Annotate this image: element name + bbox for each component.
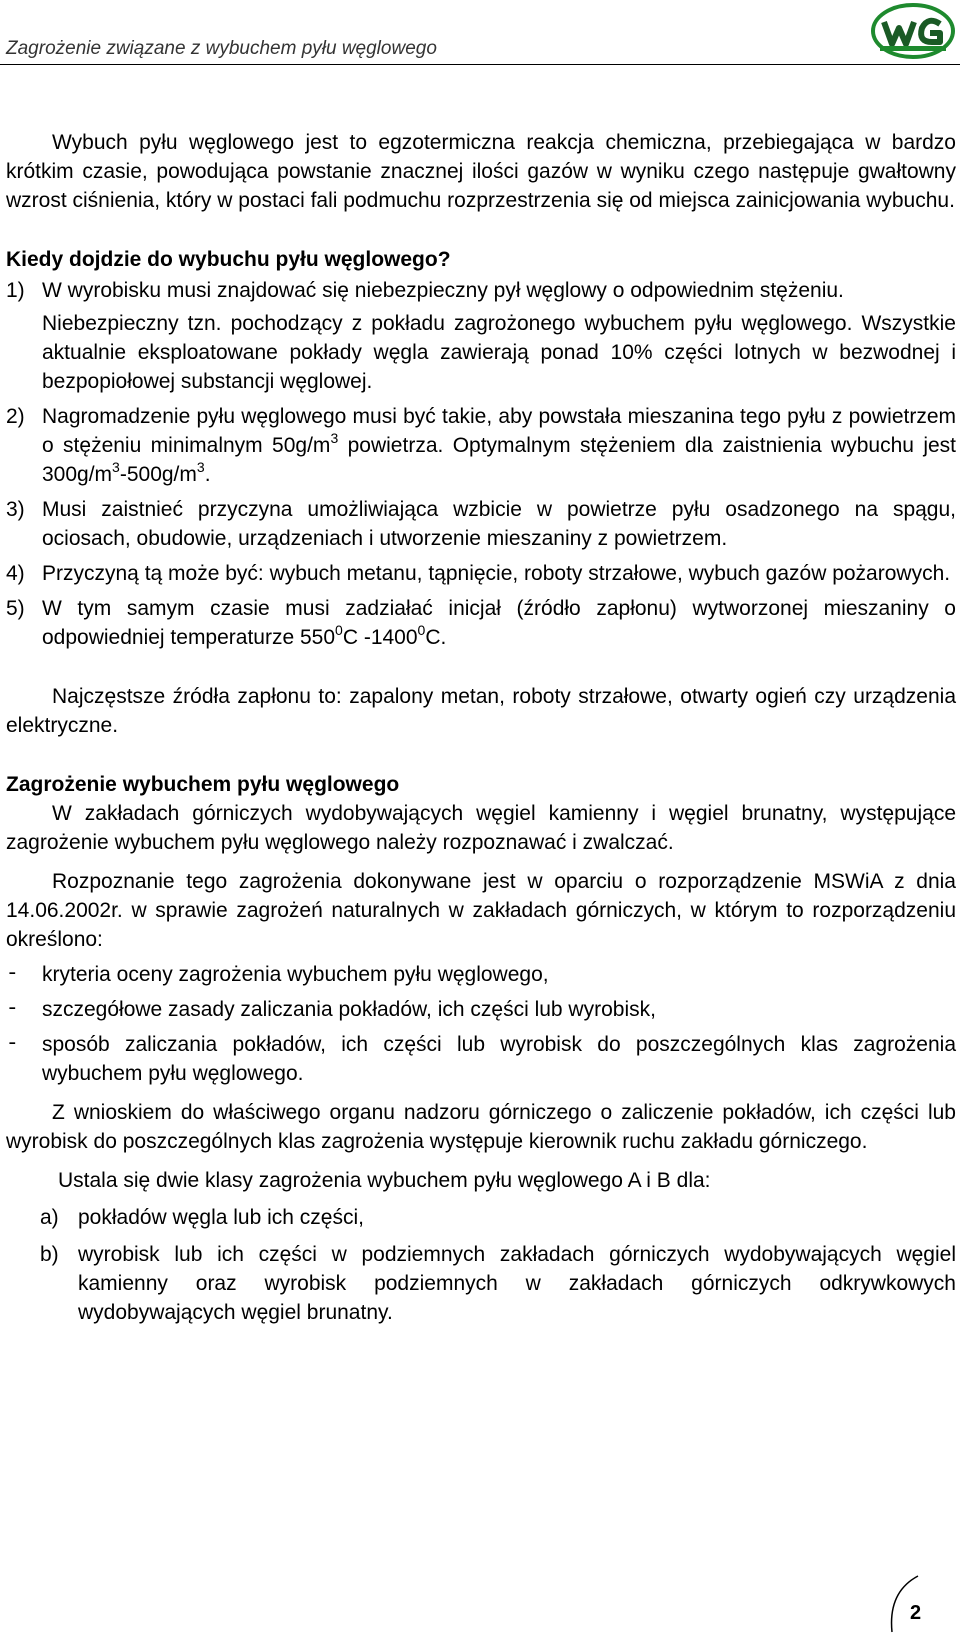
document-body xyxy=(6,128,956,1327)
list-item-text: W tym samym czasie musi zadziałać inicjał (źródło zapłonu) wytworzonej mieszaniny o odpowiedniej temperaturze $550^0C$ -1400$^0$C. xyxy=(42,597,956,649)
company-logo xyxy=(870,2,956,60)
list-item-text: Musi zaistnieć przyczyna umożliwiająca wzbicie w powietrze pyłu osadzonego na spągu, ociosach, obudowie, urządzeniach i utworzenie mieszaniny z powietrzem. xyxy=(42,498,956,550)
ignition-sources-paragraph: Najczęstsze źródła zapłonu to: zapalony metan, roboty strzałowe, otwarty ogień czy urządzenia elektryczne. xyxy=(6,685,956,737)
dash-item-text: szczegółowe zasady zaliczania pokładów, ich części lub wyrobisk, xyxy=(42,998,656,1021)
alpha-list-item xyxy=(6,1240,956,1327)
section2-paragraph-2: Rozpoznanie tego zagrożenia dokonywane jest w oparciu o rozporządzenie MSWiA z dnia 14.06.2002r. w sprawie zagrożeń naturalnych w zakładach górniczych, w którym to rozporządzeniu określono: xyxy=(6,870,956,951)
list-number: 2) xyxy=(6,405,25,428)
alpha-item-text: wyrobisk lub ich części w podziemnych zakładach górniczych wydobywających węgiel kamienny oraz wyrobisk podziemnych w zakładach górniczych odkrywkowych wydobywających węgiel brunatny. xyxy=(78,1243,956,1324)
list-item-subtext: Niebezpieczny tzn. pochodzący z pokładu zagrożonego wybuchem pyłu węglowego. Wszystkie aktualnie eksploatowane pokłady węgla zawierają ponad 10% części lotnych w bezwodnej i bezpopiołowej substancji węglowej. xyxy=(42,312,956,393)
list-item-2 xyxy=(6,402,956,489)
dash-marker: - xyxy=(6,998,19,1021)
list-item-1 xyxy=(6,276,956,396)
dash-item-text: kryteria oceny zagrożenia wybuchem pyłu węglowego, xyxy=(42,963,549,986)
dash-list-item xyxy=(6,960,956,989)
dash-list-item xyxy=(6,1030,956,1088)
section2-paragraph-1: W zakładach górniczych wydobywających węgiel kamienny i węgiel brunatny, występujące zagrożenie wybuchem pyłu węglowego należy rozpoznawać i zwalczać. xyxy=(6,802,956,854)
alpha-list-item xyxy=(6,1203,956,1232)
list-item-5 xyxy=(6,594,956,652)
section2-paragraph-4: Ustala się dwie klasy zagrożenia wybuchem pyłu węglowego A i B dla: xyxy=(58,1169,711,1192)
dash-item-text: sposób zaliczania pokładów, ich części lub wyrobisk do poszczególnych klas zagrożenia wybuchem pyłu węglowego. xyxy=(42,1033,956,1085)
page-number-badge xyxy=(878,1574,938,1634)
alpha-label: a) xyxy=(40,1206,59,1229)
alpha-item-text: pokładów węgla lub ich części, xyxy=(78,1206,364,1229)
list-item-text: W wyrobisku musi znajdować się niebezpieczny pył węglowy o odpowiednim stężeniu. xyxy=(42,279,844,302)
section2-heading: Zagrożenie wybuchem pyłu węglowego xyxy=(6,773,400,796)
list-item-text: Nagromadzenie pyłu węglowego musi być takie, aby powstała mieszanina tego pyłu z powietrzem o stężeniu minimalnym $50g/m^3$ powietrza. Optymalnym stężeniem dla zaistnienia wybuchu jest $300g/m^3-500g/m^3$. xyxy=(42,405,957,486)
list-number: 5) xyxy=(6,597,25,620)
page-number: 2 xyxy=(910,1602,922,1624)
list-number: 3) xyxy=(6,498,25,521)
list-item-4 xyxy=(6,559,956,588)
section2-paragraph-3: Z wnioskiem do właściwego organu nadzoru górniczego o zaliczenie pokładów, ich części lub wyrobisk do poszczególnych klas zagrożenia występuje kierownik ruchu zakładu górniczego. xyxy=(6,1101,956,1153)
dash-marker: - xyxy=(6,963,19,986)
alpha-label: b) xyxy=(40,1243,59,1266)
section1-heading: Kiedy dojdzie do wybuchu pyłu węglowego? xyxy=(6,248,451,271)
header-divider xyxy=(0,64,960,65)
list-number: 1) xyxy=(6,279,25,302)
list-item-3 xyxy=(6,495,956,553)
header-title: Zagrożenie związane z wybuchem pyłu węglowego xyxy=(6,38,437,59)
dash-list-item xyxy=(6,995,956,1024)
list-number: 4) xyxy=(6,562,25,585)
intro-paragraph: Wybuch pyłu węglowego jest to egzotermiczna reakcja chemiczna, przebiegająca w bardzo krótkim czasie, powodująca powstanie znacznej ilości gazów w wyniku czego następuje gwałtowny wzrost ciśnienia, który w postaci fali podmuchu rozprzestrzenia się od miejsca zainicjowania wybuchu. xyxy=(6,131,956,212)
page-header xyxy=(0,0,960,68)
dash-marker: - xyxy=(6,1033,19,1056)
page-number-arc-icon xyxy=(878,1574,938,1634)
list-item-text: Przyczyną tą może być: wybuch metanu, tąpnięcie, roboty strzałowe, wybuch gazów pożarowych. xyxy=(42,562,951,585)
